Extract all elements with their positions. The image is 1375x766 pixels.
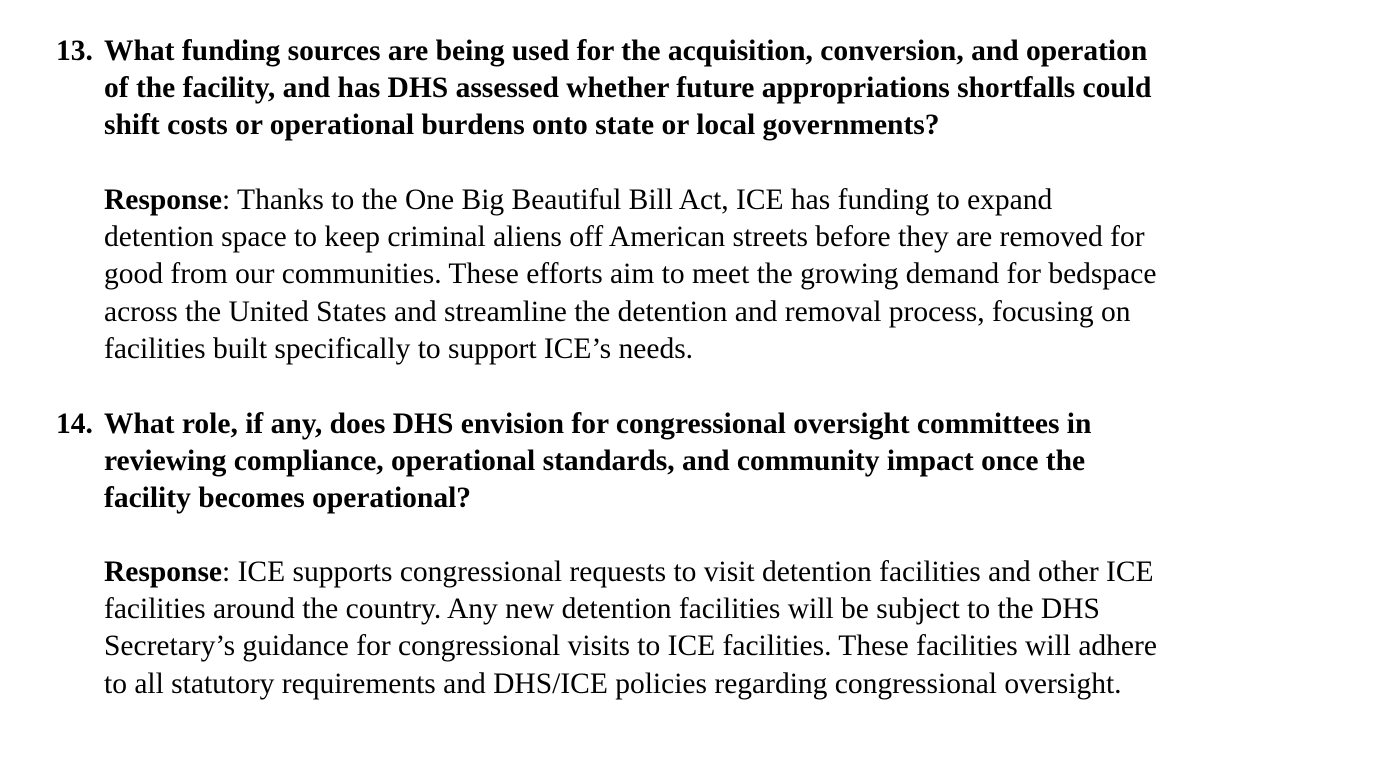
question-text: What role, if any, does DHS envision for congressional oversight committees in reviewing compliance, operational standards, and community impact once the facility becomes operational?: [104, 408, 1092, 514]
question-number: 14.: [56, 408, 93, 440]
response-13: [104, 182, 1274, 368]
response-14: [104, 554, 1274, 703]
response-label: Response: [104, 184, 223, 216]
response-text: : Thanks to the One Big Beautiful Bill Act, ICE has funding to expand detention space to keep criminal aliens off American streets before they are removed for good from our communities. These efforts aim to meet the growing demand for bedspace across the United States and streamline the detention and removal process, focusing on facilities built specifically to support ICE’s needs.: [104, 184, 1157, 365]
question-text: What funding sources are being used for the acquisition, conversion, and operation of the facility, and has DHS assessed whether future appropriations shortfalls could shift costs or operational burdens onto state or local governments?: [104, 35, 1152, 141]
response-label: Response: [104, 556, 223, 588]
response-text: : ICE supports congressional requests to visit detention facilities and other ICE facilities around the country. Any new detention facilities will be subject to the DHS Secretary’s guidance for congressional visits to ICE facilities. These facilities will adhere to all statutory requirements and DHS/ICE policies regarding congressional oversight.: [104, 556, 1157, 700]
question-number: 13.: [56, 35, 93, 67]
